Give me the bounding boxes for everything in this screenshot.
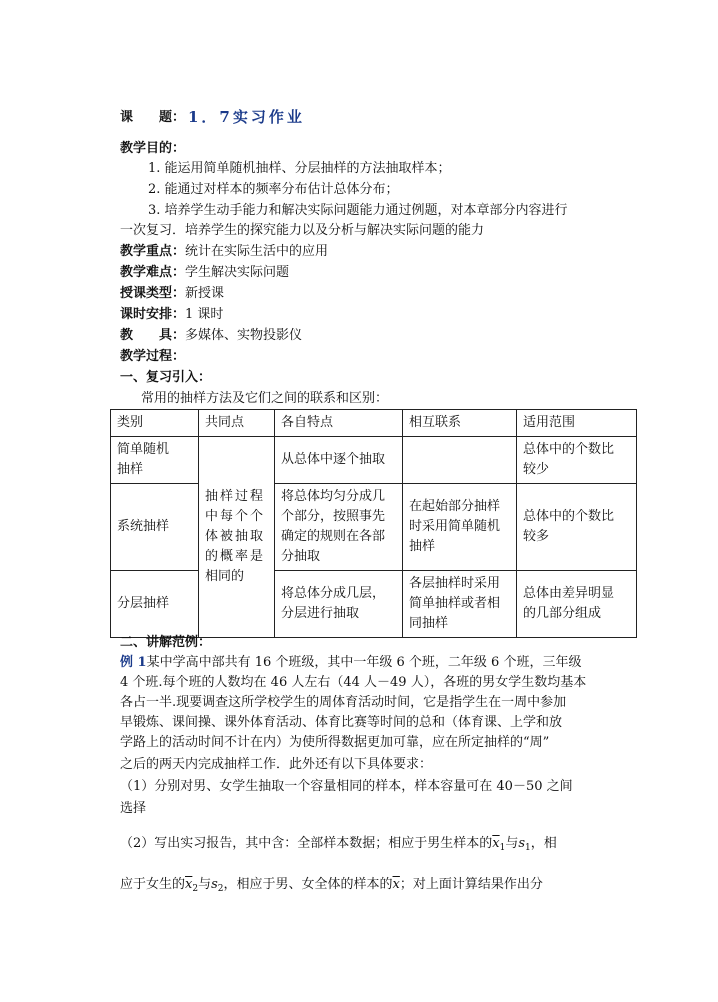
meta-difficulty: 教学难点：学生解决实际问题: [120, 265, 290, 280]
examples-heading: 二、讲解范例：: [120, 635, 212, 650]
table-row: [111, 437, 637, 484]
category-cell: 系统抽样: [111, 484, 199, 571]
table-header-row: [111, 410, 637, 437]
header-relation: 相互联系: [403, 410, 517, 437]
objective-item-2: 2. 能通过对样本的频率分布估计总体分布；: [148, 182, 399, 197]
relation-cell: [403, 437, 517, 484]
example-1-line-2: 4 个班.每个班的人数均在 46 人左右（44 人－49 人），各班的男女学生数均基本: [120, 675, 587, 690]
example-1-line-1: 例 1某中学高中部共有 16 个班级，其中一年级 6 个班，二年级 6 个班，三年级: [120, 655, 582, 670]
common-cell: 抽样过程 中每个个 体被抽取 的概率是 相同的: [199, 437, 275, 638]
meta-tools: 教 具：多媒体、实物投影仪: [120, 328, 303, 343]
relation-cell: 各层抽样时采用 简单抽样或者相 同抽样: [403, 571, 517, 638]
relation-cell: 在起始部分抽样 时采用简单随机 抽样: [403, 484, 517, 571]
requirement-1-cont: 选择: [120, 801, 147, 816]
review-heading: 一、复习引入：: [120, 370, 212, 385]
requirement-1: （1）分别对男、女学生抽取一个容量相同的样本，样本容量可在 40－50 之间: [120, 779, 573, 794]
meta-schedule: 课时安排：1 课时: [120, 307, 224, 322]
objective-item-3: 3. 培养学生动手能力和解决实际问题能力通过例题，对本章部分内容进行: [148, 203, 568, 218]
example-1-line-4: 早锻炼、课间操、课外体育活动、体育比赛等时间的总和（体育课、上学和放: [120, 715, 563, 730]
header-scope: 适用范围: [517, 410, 637, 437]
requirement-2: （2）写出实习报告，其中含：全部样本数据；相应于男生样本的$\overline{x}_1$与$s_1$，相: [120, 836, 557, 853]
feature-cell: 将总体分成几层， 分层进行抽取: [275, 571, 403, 638]
header-common: 共同点: [199, 410, 275, 437]
meta-lesson-type: 授课类型：新授课: [120, 286, 225, 301]
example-1-line-3: 各占一半.现要调查这所学校学生的周体育活动时间，它是指学生在一周中参加: [120, 695, 567, 710]
objective-item-1: 1. 能运用简单随机抽样、分层抽样的方法抽取样本；: [148, 161, 451, 176]
meta-key-point: 教学重点：统计在实际生活中的应用: [120, 244, 329, 259]
topic-title: 1．7实习作业: [188, 108, 305, 126]
meta-process: 教学过程：: [120, 349, 186, 364]
table-row: [111, 484, 637, 571]
feature-cell: 从总体中逐个抽取: [275, 437, 403, 484]
header-category: 类别: [111, 410, 199, 437]
example-1-line-6: 之后的两天内完成抽样工作．此外还有以下具体要求：: [120, 757, 433, 772]
scope-cell: 总体中的个数比 较少: [517, 437, 637, 484]
example-label: 例 1: [120, 655, 147, 670]
requirement-2-cont: 应于女生的$\overline{x}_2$与$s_2$，相应于男、女全体的样本的$\overline{x}$；对上面计算结果作出分: [120, 877, 543, 894]
header-feature: 各自特点: [275, 410, 403, 437]
review-intro: 常用的抽样方法及它们之间的联系和区别：: [141, 391, 389, 406]
category-cell: 分层抽样: [111, 571, 199, 638]
feature-cell: 将总体均匀分成几 个部分，按照事先 确定的规则在各部 分抽取: [275, 484, 403, 571]
sampling-table: [110, 409, 637, 638]
category-cell: 简单随机 抽样: [111, 437, 199, 484]
scope-cell: 总体中的个数比 较多: [517, 484, 637, 571]
objective-item-3-cont: 一次复习．培养学生的探究能力以及分析与解决实际问题的能力: [120, 223, 485, 238]
topic-label: 课 题：: [120, 110, 186, 125]
scope-cell: 总体由差异明显 的几部分组成: [517, 571, 637, 638]
objectives-label: 教学目的：: [120, 141, 186, 156]
example-1-line-5: 学路上的活动时间不计在内）为使所得数据更加可靠，应在所定抽样的“周”: [120, 735, 550, 750]
table-row: [111, 571, 637, 638]
